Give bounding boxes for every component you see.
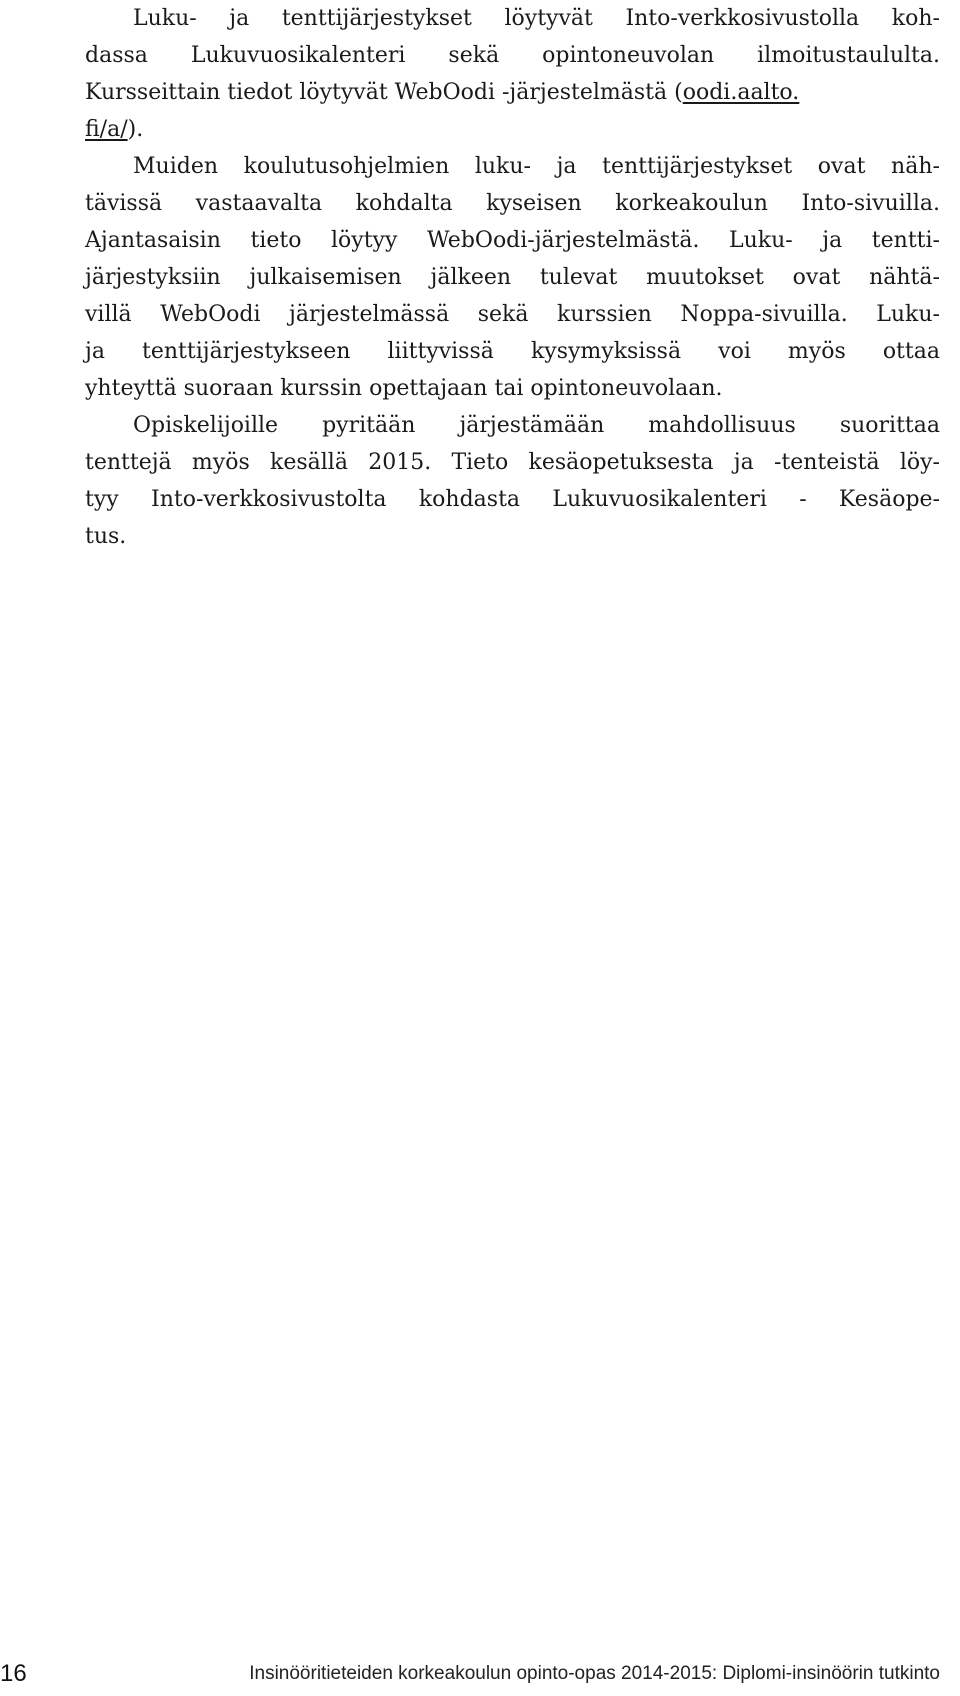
webOodi-link-part-1[interactable]: oodi.aalto. [682,80,800,105]
page-number: 16 [0,1660,27,1687]
p3-line-1: Opiskelijoille pyritään järjestämään mahdollisuus suorittaa [133,413,940,438]
p2-line-4: järjestyksiin julkaisemisen jälkeen tulevat muutokset ovat nähtä- [85,265,940,290]
p1-line-3 [85,74,940,111]
p2-line-7: yhteyttä suoraan kurssin opettajaan tai opintoneuvolaan. [85,376,723,401]
p3-line-2: tenttejä myös kesällä 2015. Tieto kesäopetuksesta ja -tenteistä löy- [85,450,940,475]
p2-line-1: Muiden koulutusohjelmien luku- ja tenttijärjestykset ovat näh- [133,154,940,179]
running-head: Insinööritieteiden korkeakoulun opinto-opas 2014-2015: Diplomi-insinöörin tutkinto [249,1663,940,1684]
p2-line-2: tävissä vastaavalta kohdalta kyseisen korkeakoulun Into-sivuilla. [85,191,940,216]
p1-line-1: Luku- ja tenttijärjestykset löytyvät Into-verkkosivustolla koh- [133,6,940,31]
p1-line-4-text: ). [127,117,144,142]
p2-line-5: villä WebOodi järjestelmässä sekä kurssien Noppa-sivuilla. Luku- [85,302,940,327]
p2-line-6: ja tenttijärjestykseen liittyvissä kysymyksissä voi myös ottaa [85,339,940,364]
p3-line-3: tyy Into-verkkosivustolta kohdasta Lukuvuosikalenteri - Kesäope- [85,487,940,512]
body-text [85,0,940,555]
p2-line-3: Ajantasaisin tieto löytyy WebOodi-järjestelmästä. Luku- ja tentti- [85,228,940,253]
page-footer [0,1660,960,1690]
p1-line-4 [85,111,940,148]
p3-line-4: tus. [85,524,127,549]
p1-line-3-text: Kursseittain tiedot löytyvät WebOodi -järjestelmästä ( [85,80,683,105]
p1-line-2: dassa Lukuvuosikalenteri sekä opintoneuvolan ilmoitustaululta. [85,43,940,68]
webOodi-link-part-2[interactable]: fi/a/ [85,117,128,142]
